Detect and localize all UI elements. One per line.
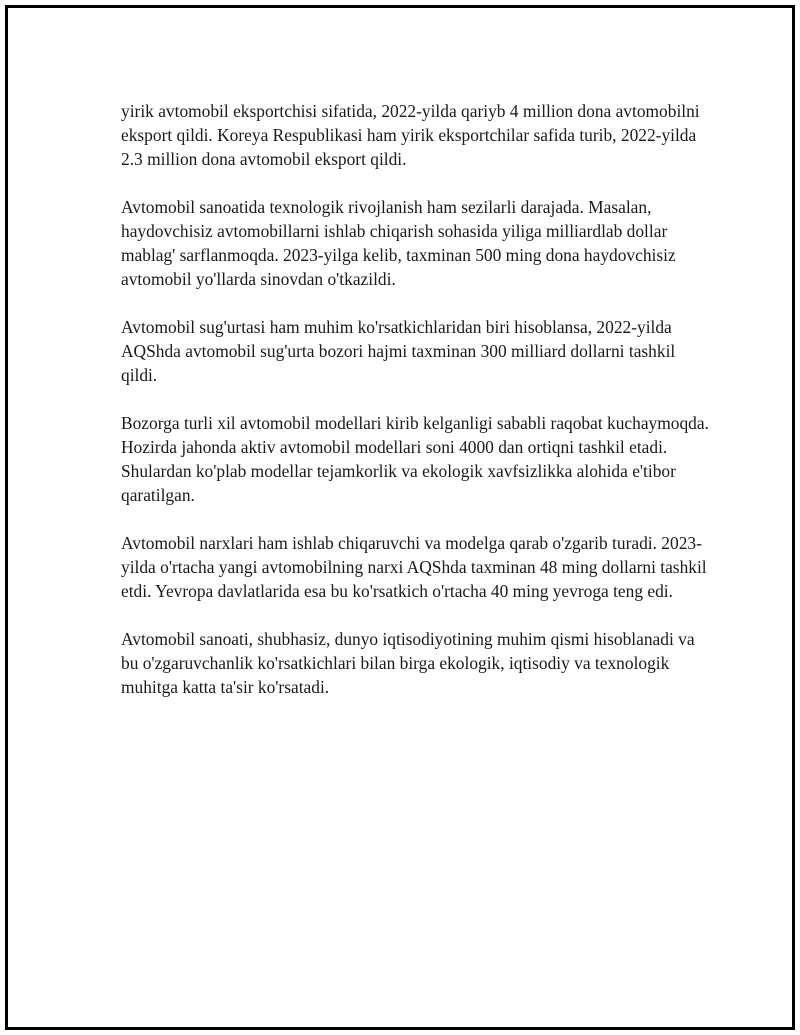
paragraph-insurance: Avtomobil sug'urtasi ham muhim ko'rsatkichlaridan biri hisoblansa, 2022-yilda AQShda avtomobil sug'urta bozori hajmi taxminan 300 milliard dollarni tashkil qildi. (121, 317, 676, 385)
paragraph-prices: Avtomobil narxlari ham ishlab chiqaruvchi va modelga qarab o'zgarib turadi. 2023-yilda o'rtacha yangi avtomobilning narxi AQShda taxminan 48 ming dollarni tashkil etdi. Yevropa davlatlarida esa bu ko'rsatkich o'rtacha 40 ming yevroga teng edi. (121, 533, 707, 601)
paragraph-competition: Bozorga turli xil avtomobil modellari kirib kelganligi sababli raqobat kuchaymoqda. Hozirda jahonda aktiv avtomobil modellari soni 4000 dan ortiqni tashkil etadi. Shulardan ko'plab modellar tejamkorlik va ekologik xavfsizlikka alohida e'tibor qaratilgan. (121, 413, 709, 505)
paragraph-export: yirik avtomobil eksportchisi sifatida, 2022-yilda qariyb 4 million dona avtomobilni eksport qildi. Koreya Respublikasi ham yirik eksportchilar safida turib, 2022-yilda 2.3 million dona avtomobil eksport qildi. (121, 101, 700, 169)
document-body (121, 99, 711, 699)
paragraph-conclusion: Avtomobil sanoati, shubhasiz, dunyo iqtisodiyotining muhim qismi hisoblanadi va bu o'zgaruvchanlik ko'rsatkichlari bilan birga ekologik, iqtisodiy va texnologik muhitga katta ta'sir ko'rsatadi. (121, 629, 695, 697)
paragraph-technology: Avtomobil sanoatida texnologik rivojlanish ham sezilarli darajada. Masalan, haydovchisiz avtomobillarni ishlab chiqarish sohasida yiliga milliardlab dollar mablag' sarflanmoqda. 2023-yilga kelib, taxminan 500 ming dona haydovchisiz avtomobil yo'llarda sinovdan o'tkazildi. (121, 197, 676, 289)
page-frame (5, 5, 795, 1030)
